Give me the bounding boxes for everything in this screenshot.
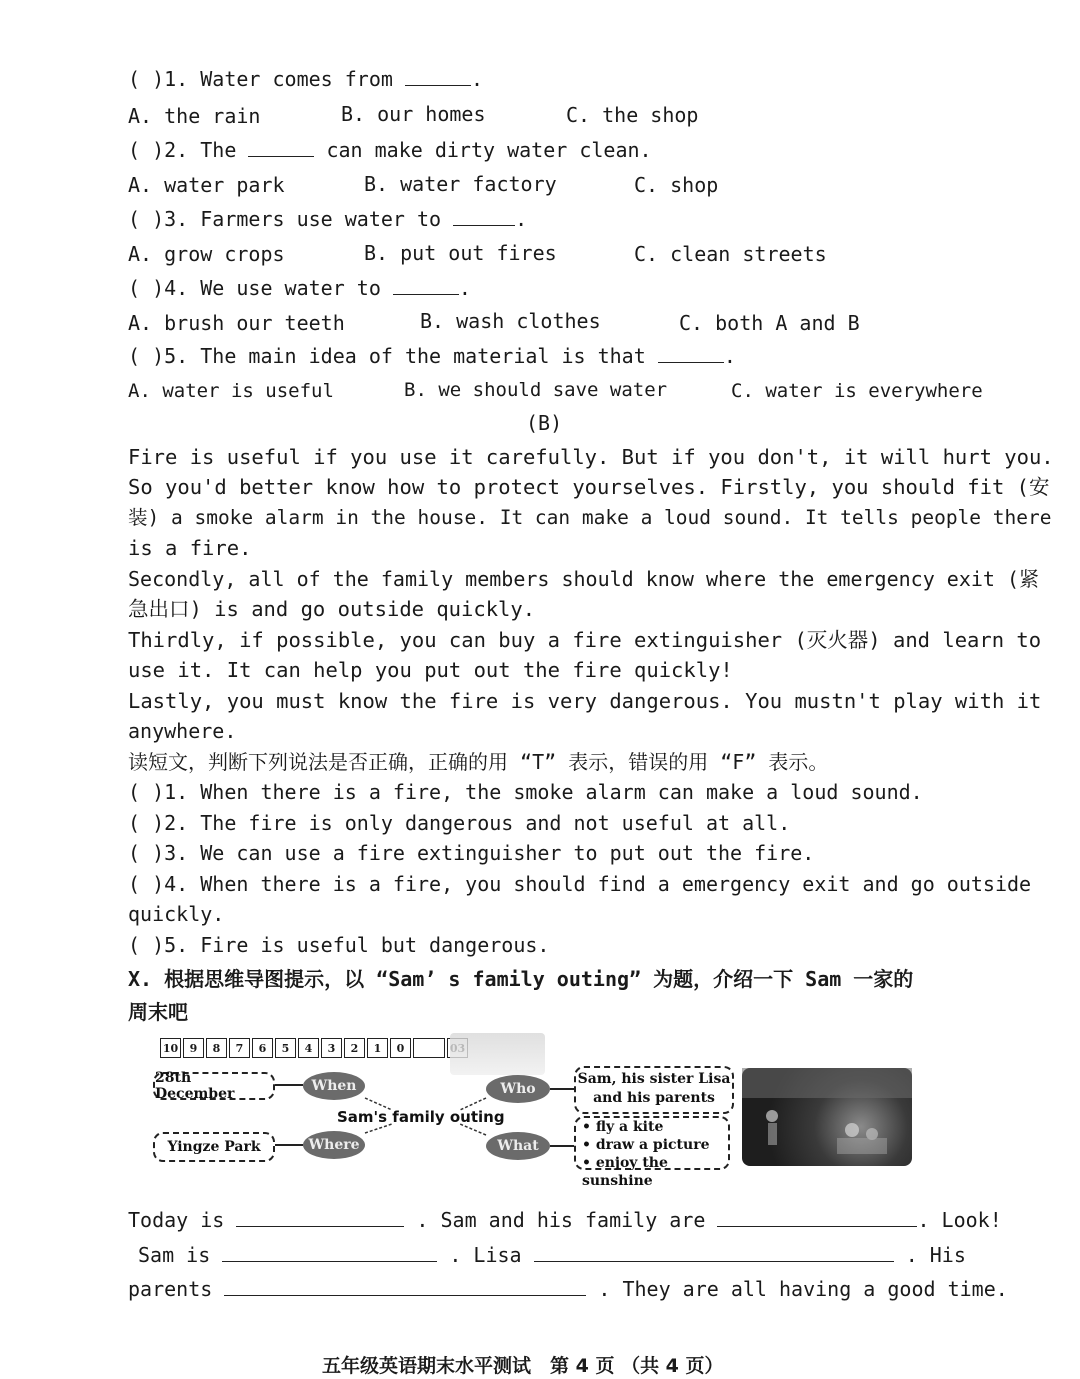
section-title-x-2: 周末吧	[128, 1000, 188, 1024]
question-suffix: .	[515, 207, 528, 231]
countdown-cell: 1	[367, 1038, 388, 1058]
question-text: ( )5. The main idea of the material is that	[128, 344, 646, 368]
writing-text: parents	[128, 1277, 213, 1301]
statement-2: ( )2. The fire is only dangerous and not useful at all.	[128, 811, 791, 835]
option-1b: B. our homes	[341, 102, 486, 126]
countdown-cell: 3	[321, 1038, 342, 1058]
question-text: ( )4. We use water to	[128, 276, 381, 300]
place-text: Yingze Park	[167, 1139, 261, 1155]
who-box	[574, 1066, 734, 1114]
passage-line: anywhere.	[128, 719, 237, 743]
option-3a: A. grow crops	[128, 242, 285, 266]
passage-line: Thirdly, if possible, you can buy a fire extinguisher (灭火器) and learn to	[128, 628, 1042, 652]
activities-box	[574, 1116, 730, 1189]
option-3b: B. put out fires	[364, 241, 557, 265]
writing-blank[interactable]	[717, 1208, 917, 1227]
countdown-cell: 6	[252, 1038, 273, 1058]
statement-4: ( )4. When there is a fire, you should find a emergency exit and go outside	[128, 872, 1032, 896]
passage-line: So you'd better know how to protect yourselves. Firstly, you should fit (安	[128, 475, 1050, 499]
option-2a: A. water park	[128, 173, 285, 197]
instruction: 读短文，判断下列说法是否正确，正确的用 “T” 表示，错误的用 “F” 表示。	[128, 750, 829, 774]
option-4c: C. both A and B	[679, 311, 860, 335]
family-photo	[742, 1068, 912, 1166]
passage-line: 装) a smoke alarm in the house. It can make a loud sound. It tells people there	[128, 506, 1052, 529]
question-suffix: can make dirty water clean.	[326, 138, 652, 162]
question-text: ( )2. The	[128, 138, 237, 162]
countdown-cell: 7	[229, 1038, 250, 1058]
question-text: ( )1. Water comes from	[128, 67, 393, 91]
writing-text: Today is	[128, 1208, 225, 1232]
writing-line-2	[138, 1242, 966, 1268]
statement-4-cont: quickly.	[128, 902, 225, 926]
writing-line-3	[128, 1276, 1008, 1302]
who-bubble: Who	[486, 1075, 550, 1103]
option-2b: B. water factory	[364, 172, 557, 196]
writing-blank[interactable]	[222, 1243, 437, 1262]
writing-text: Sam is	[138, 1243, 211, 1267]
activity-item: • enjoy the sunshine	[582, 1155, 668, 1189]
when-bubble: When	[303, 1072, 365, 1100]
who-line-1: Sam, his sister Lisa	[577, 1071, 731, 1087]
option-4b: B. wash clothes	[420, 309, 601, 333]
writing-text: . His	[905, 1243, 966, 1267]
countdown-cell: 4	[298, 1038, 319, 1058]
writing-text: . They are all having a good time.	[598, 1277, 1008, 1301]
countdown-cell: 2	[344, 1038, 365, 1058]
option-1a: A. the rain	[128, 104, 261, 128]
passage-line: use it. It can help you put out the fire quickly!	[128, 658, 733, 682]
passage-line: Lastly, you must know the fire is very dangerous. You mustn't play with it	[128, 689, 1042, 713]
who-line-2: and his parents	[593, 1090, 715, 1106]
option-3c: C. clean streets	[634, 242, 827, 266]
question-suffix: .	[458, 276, 471, 300]
option-5a: A. water is useful	[128, 380, 334, 402]
mindmap-center: Sam's family outing	[337, 1108, 505, 1126]
section-heading-b: (B)	[526, 411, 563, 435]
writing-line-1	[128, 1207, 1002, 1233]
activity-item: • draw a picture	[582, 1137, 710, 1153]
writing-blank[interactable]	[236, 1208, 404, 1227]
countdown-cell: 8	[206, 1038, 227, 1058]
option-4a: A. brush our teeth	[128, 311, 345, 335]
option-2c: C. shop	[634, 173, 719, 197]
statement-5: ( )5. Fire is useful but dangerous.	[128, 933, 550, 957]
question-suffix: .	[723, 344, 736, 368]
countdown-cell: 9	[183, 1038, 204, 1058]
countdown-cell: 5	[275, 1038, 296, 1058]
question-text: ( )3. Farmers use water to	[128, 207, 442, 231]
option-1c: C. the shop	[566, 103, 699, 127]
option-5b: B. we should save water	[404, 379, 668, 401]
page-footer: 五年级英语期末水平测试 第 4 页 （共 4 页）	[322, 1355, 724, 1377]
section-title-x: X. 根据思维导图提示，以 “Sam’ s family outing” 为题，介绍一下 Sam 一家的	[128, 967, 914, 991]
writing-text: . Lisa	[449, 1243, 522, 1267]
statement-3: ( )3. We can use a fire extinguisher to put out the fire.	[128, 841, 815, 865]
writing-blank[interactable]	[534, 1243, 894, 1262]
writing-text: . Look!	[917, 1208, 1002, 1232]
question-suffix: .	[470, 67, 483, 91]
what-bubble: What	[486, 1132, 550, 1160]
family-photo-figures	[742, 1068, 912, 1166]
date-box	[153, 1072, 275, 1100]
where-bubble: Where	[303, 1131, 365, 1159]
passage-line: 急出口) is and go outside quickly.	[128, 597, 536, 621]
statement-1: ( )1. When there is a fire, the smoke alarm can make a loud sound.	[128, 780, 923, 804]
countdown-cell: 10	[160, 1038, 181, 1058]
date-text: 28th December	[155, 1070, 235, 1102]
passage-line: is a fire.	[128, 536, 252, 560]
option-5c: C. water is everywhere	[731, 380, 983, 402]
passage-line: Fire is useful if you use it carefully. But if you don't, it will hurt you.	[128, 445, 1054, 469]
passage-line: Secondly, all of the family members should know where the emergency exit (紧	[128, 567, 1040, 591]
writing-blank[interactable]	[224, 1277, 586, 1296]
place-box	[153, 1132, 275, 1162]
activity-item: • fly a kite	[582, 1119, 664, 1135]
countdown-cell: 0	[390, 1038, 411, 1058]
writing-text: . Sam and his family are	[416, 1208, 706, 1232]
